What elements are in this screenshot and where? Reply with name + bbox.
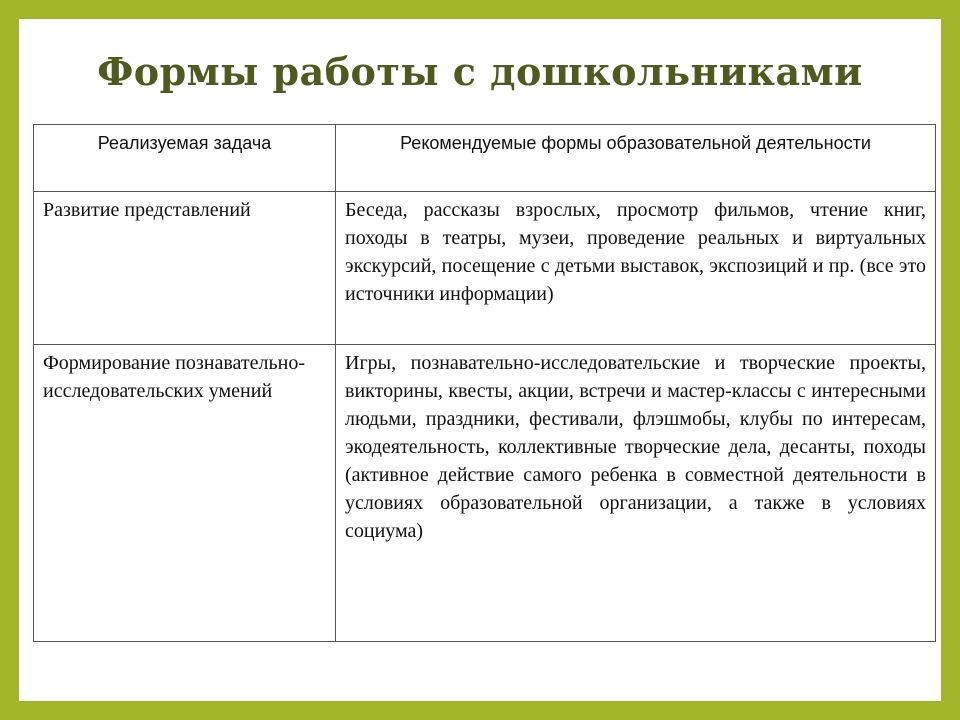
task-cell: Развитие представлений: [34, 192, 336, 345]
forms-cell: Игры, познавательно-исследовательские и творческие проекты, викторины, квесты, акции, встречи и мастер-классы с интересными людьми, праздники, фестивали, флэшмобы, клубы по интересам, экодеятельность, коллективные творческие дела, десанты, походы (активное действие самого ребенка в совместной деятельности в условиях образовательной организации, а также в условиях социума): [336, 345, 936, 642]
header-forms: Рекомендуемые формы образовательной деятельности: [336, 125, 936, 192]
table-row: [34, 345, 936, 642]
header-task: Реализуемая задача: [34, 125, 336, 192]
forms-cell: Беседа, рассказы взрослых, просмотр фильмов, чтение книг, походы в театры, музеи, проведение реальных и виртуальных экскурсий, посещение с детьми выставок, экспозиций и пр. (все это источники информации): [336, 192, 936, 345]
slide-title: Формы работы с дошкольниками: [97, 49, 863, 94]
task-cell: Формирование познавательно-исследовательских умений: [34, 345, 336, 642]
table-row: [34, 192, 936, 345]
table-header-row: [34, 125, 936, 192]
forms-table: [33, 124, 936, 642]
slide: [19, 19, 941, 701]
